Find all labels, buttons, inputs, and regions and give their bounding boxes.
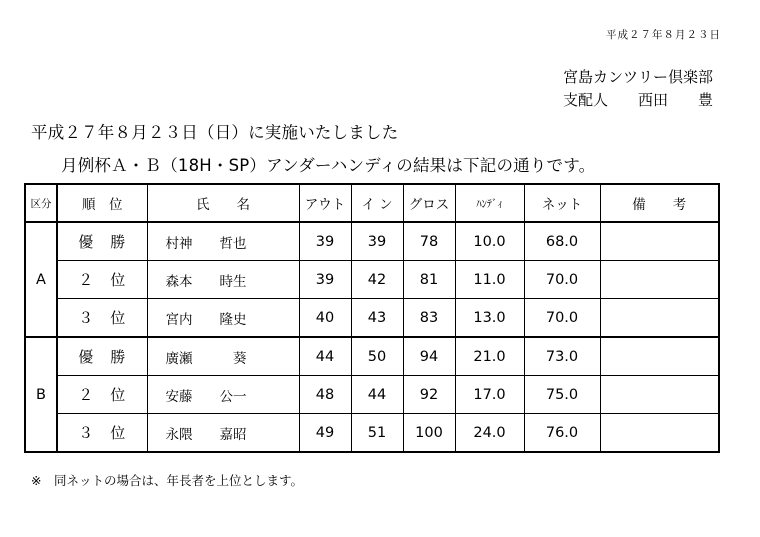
name-cell: 宮内 隆史 [147, 299, 299, 338]
gross-cell: 83 [403, 299, 455, 338]
out-cell: 40 [299, 299, 351, 338]
remarks-cell [600, 222, 719, 261]
rank-cell: ３ 位 [57, 414, 147, 453]
in-cell: 50 [351, 337, 403, 376]
net-cell: 75.0 [524, 376, 600, 414]
header-net: ネット [524, 184, 600, 222]
name-cell: 安藤 公一 [147, 376, 299, 414]
gross-cell: 94 [403, 337, 455, 376]
handicap-cell: 11.0 [455, 261, 524, 299]
handicap-cell: 13.0 [455, 299, 524, 338]
name-cell: 村神 哲也 [147, 222, 299, 261]
net-cell: 70.0 [524, 261, 600, 299]
name-cell: 永隈 嘉昭 [147, 414, 299, 453]
handicap-cell: 21.0 [455, 337, 524, 376]
out-cell: 44 [299, 337, 351, 376]
handicap-cell: 17.0 [455, 376, 524, 414]
gross-cell: 78 [403, 222, 455, 261]
gross-cell: 100 [403, 414, 455, 453]
remarks-cell [600, 337, 719, 376]
in-cell: 39 [351, 222, 403, 261]
rank-cell: 優 勝 [57, 337, 147, 376]
results-table [24, 183, 720, 453]
in-cell: 51 [351, 414, 403, 453]
out-cell: 49 [299, 414, 351, 453]
in-cell: 42 [351, 261, 403, 299]
rank-cell: ２ 位 [57, 261, 147, 299]
document-date: 平成２７年８月２３日 [606, 29, 721, 41]
name-cell: 廣瀬 葵 [147, 337, 299, 376]
remarks-cell [600, 261, 719, 299]
header-handicap: ﾊﾝﾃﾞｨ [455, 184, 524, 222]
table-row [25, 261, 719, 299]
net-cell: 70.0 [524, 299, 600, 338]
handicap-cell: 24.0 [455, 414, 524, 453]
organization-name: 宮島カンツリー倶楽部 [563, 68, 714, 86]
table-row [25, 299, 719, 338]
remarks-cell [600, 299, 719, 338]
intro-line-1: 平成２７年８月２３日（日）に実施いたしました [31, 123, 399, 142]
table-header-row [25, 184, 719, 222]
header-remarks: 備 考 [600, 184, 719, 222]
remarks-cell [600, 414, 719, 453]
table-row [25, 337, 719, 376]
handicap-cell: 10.0 [455, 222, 524, 261]
rank-cell: 優 勝 [57, 222, 147, 261]
header-gross: グロス [403, 184, 455, 222]
header-rank: 順 位 [57, 184, 147, 222]
footnote: ※ 同ネットの場合は、年長者を上位とします。 [31, 473, 303, 488]
table-row [25, 414, 719, 453]
header-division: 区分 [25, 184, 57, 222]
rank-cell: ２ 位 [57, 376, 147, 414]
out-cell: 48 [299, 376, 351, 414]
out-cell: 39 [299, 261, 351, 299]
header-name: 氏 名 [147, 184, 299, 222]
manager-name: 支配人 西田 豊 [563, 91, 714, 109]
in-cell: 43 [351, 299, 403, 338]
division-cell-a: A [25, 222, 57, 337]
table-row [25, 376, 719, 414]
name-cell: 森本 時生 [147, 261, 299, 299]
header-in: イ ン [351, 184, 403, 222]
intro-line-2: 月例杯Ａ・Ｂ（18H・SP）アンダーハンディの結果は下記の通りです。 [61, 156, 596, 175]
gross-cell: 81 [403, 261, 455, 299]
header-out: アウト [299, 184, 351, 222]
division-cell-b: B [25, 337, 57, 452]
net-cell: 68.0 [524, 222, 600, 261]
out-cell: 39 [299, 222, 351, 261]
gross-cell: 92 [403, 376, 455, 414]
rank-cell: ３ 位 [57, 299, 147, 338]
table-row [25, 222, 719, 261]
remarks-cell [600, 376, 719, 414]
net-cell: 76.0 [524, 414, 600, 453]
in-cell: 44 [351, 376, 403, 414]
net-cell: 73.0 [524, 337, 600, 376]
